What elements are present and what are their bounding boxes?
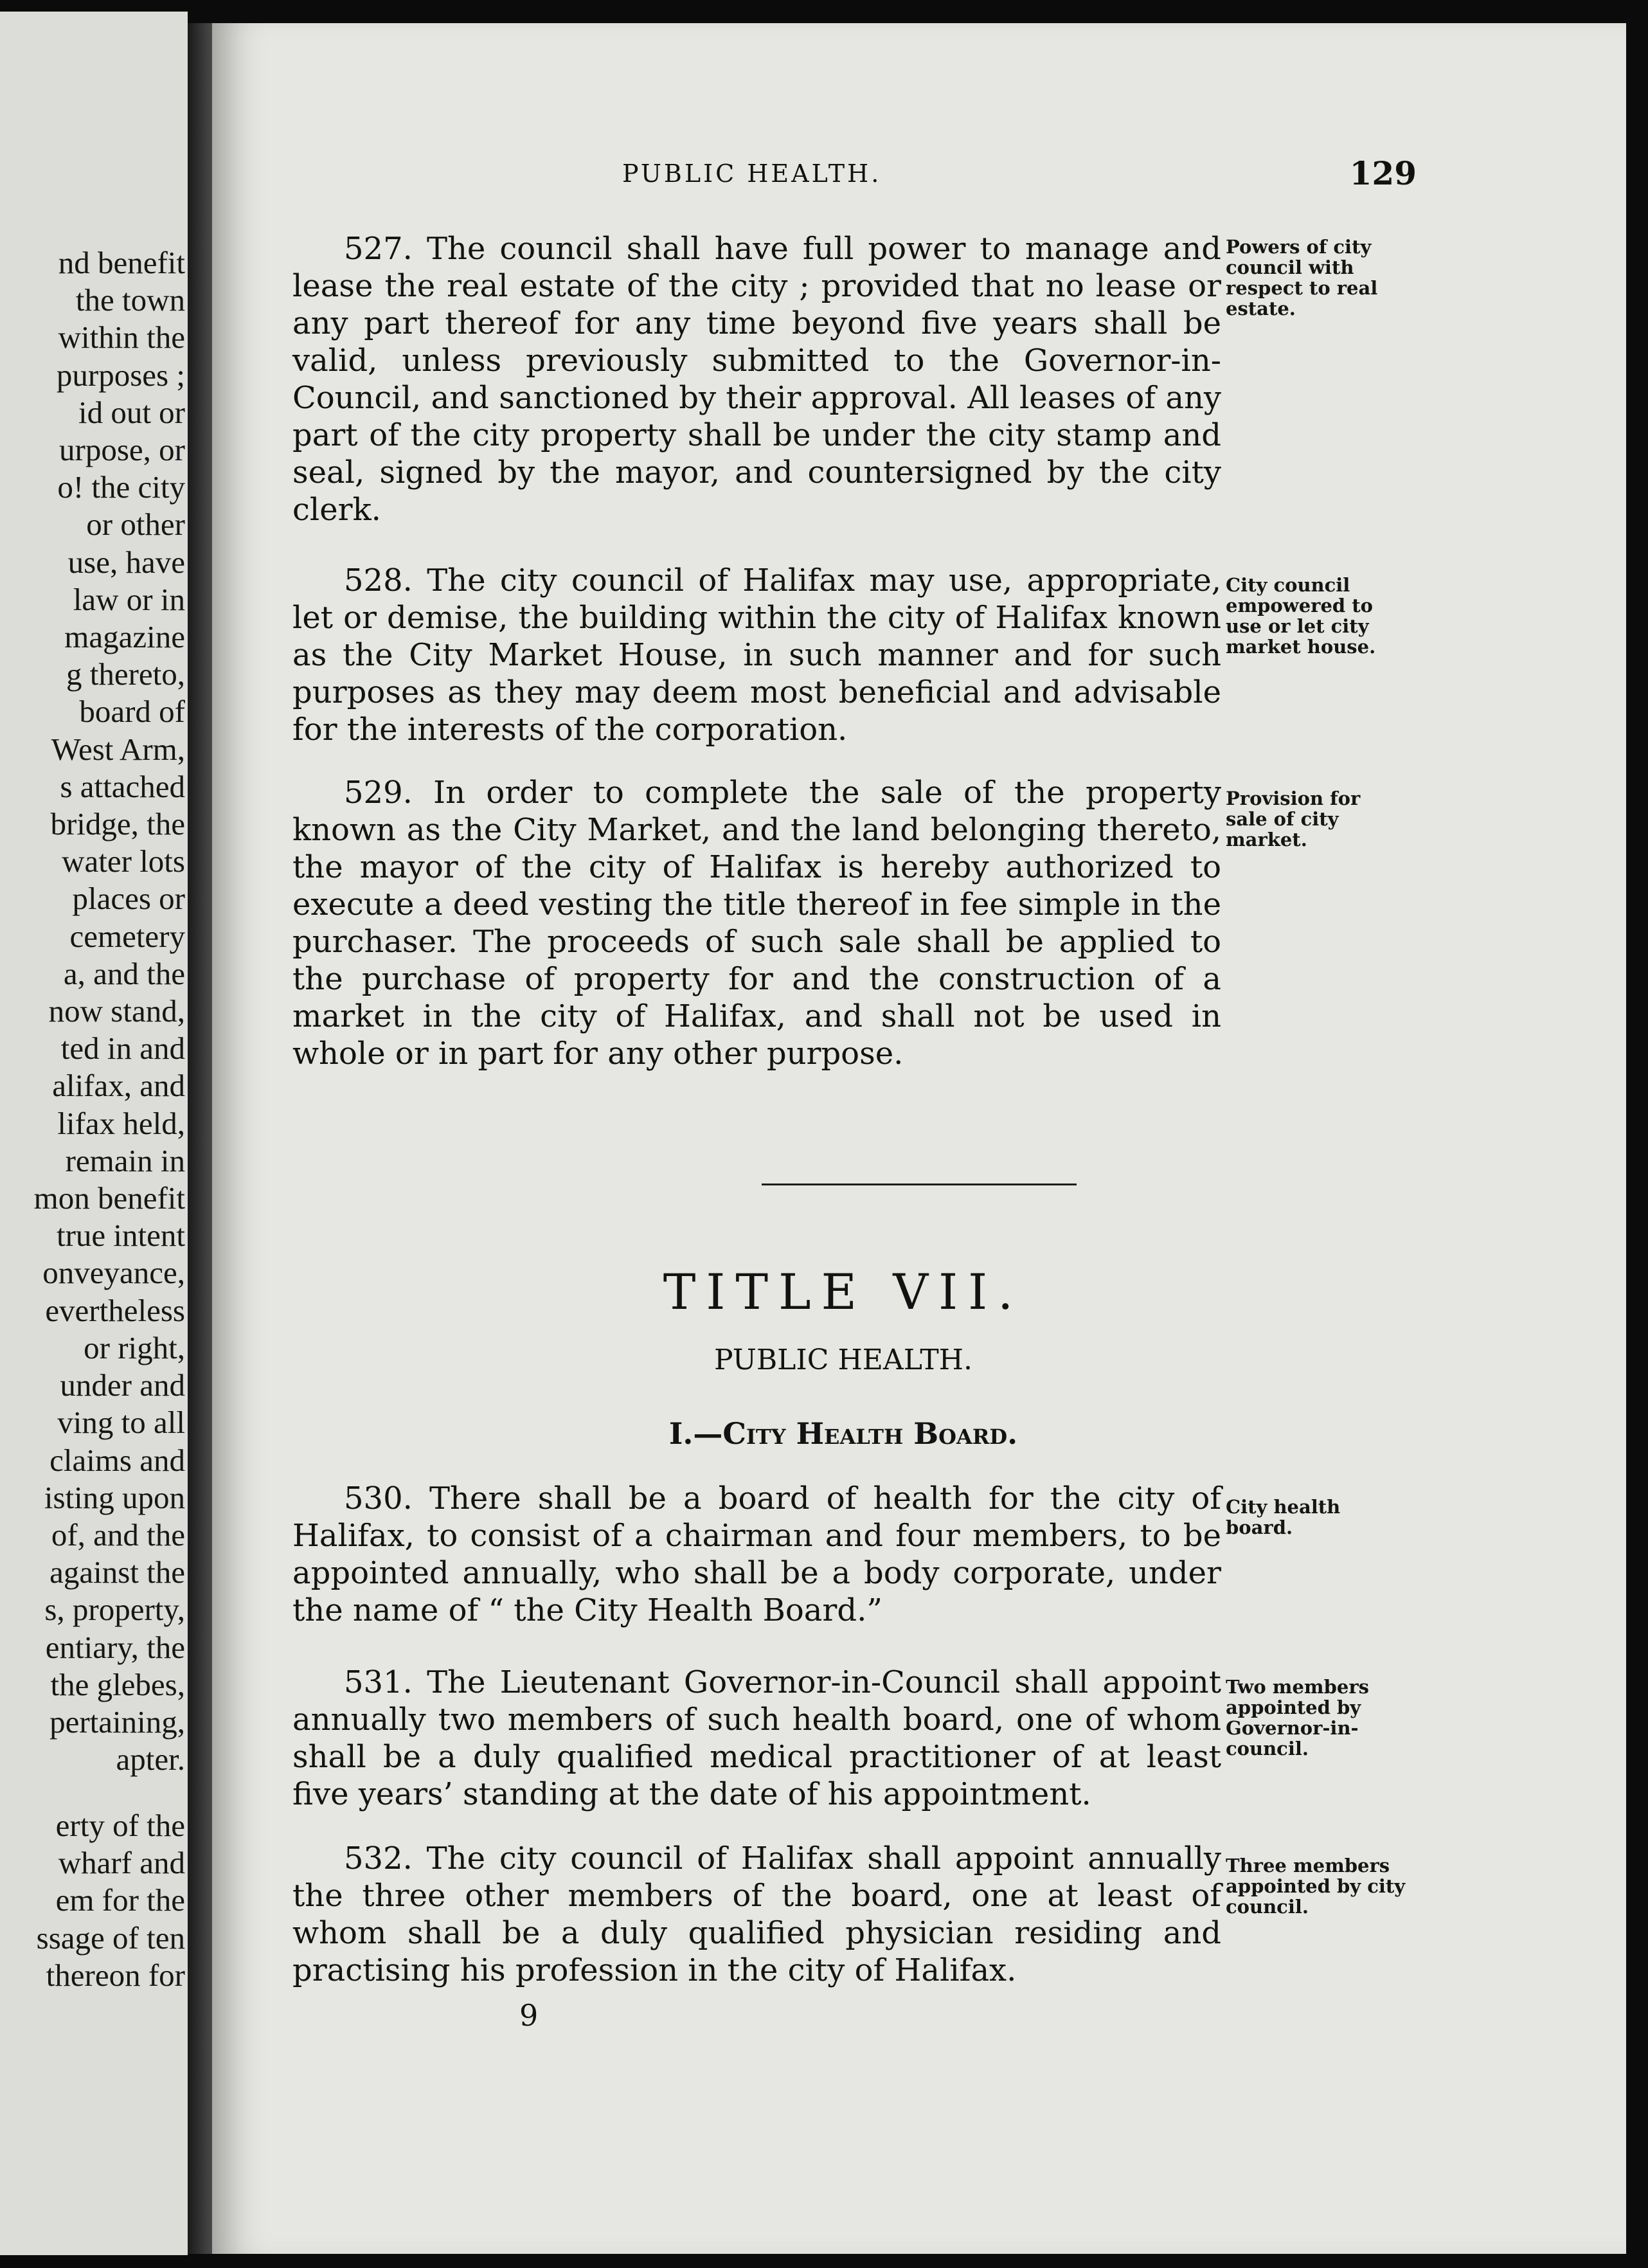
previous-page-line: magazine [64,619,185,655]
previous-page-line: erty of the [55,1808,185,1843]
previous-page-line: law or in [73,581,185,617]
previous-page-line: claims and [49,1442,185,1478]
previous-page-line: entiary, the [45,1629,185,1665]
previous-page-line: now stand, [48,993,185,1029]
section-divider [762,1184,1077,1185]
previous-page-line: id out or [78,394,185,430]
previous-page-line: purposes ; [56,357,185,393]
previous-page-line: board of [79,694,185,730]
previous-page-line: the glebes, [50,1666,185,1702]
previous-page-line: s, property, [44,1592,185,1628]
previous-page-line: mon benefit [33,1180,185,1216]
section-532: 532. The city council of Halifax shall appoint annually the three other members of the board, one at least of whom shall be a duly qualified physician residing and practising his profession in the city of Halifax. [292,1841,1221,1988]
previous-page-line: water lots [62,843,185,879]
previous-page-line: em for the [55,1882,185,1918]
previous-page-line: or other [86,507,185,543]
printer-signature-mark: 9 [519,1998,539,2033]
margin-note-528: City council empowered to use or let city market house. [1226,574,1376,658]
page-number: 129 [1349,154,1417,192]
previous-page-line: West Arm, [51,731,185,767]
title-subheading: PUBLIC HEALTH. [713,1344,973,1376]
margin-note-531: Two members appointed by Governor-in-council. [1226,1676,1369,1760]
previous-page-line: onveyance, [42,1255,185,1291]
previous-page-line: evertheless [45,1292,185,1328]
previous-page-line: under and [60,1367,185,1403]
running-title: PUBLIC HEALTH. [622,159,882,188]
previous-page-line: urpose, or [59,432,185,468]
section-530: 530. There shall be a board of health for the city of Halifax, to consist of a chairman and four members, to be appointed annually, who shall be a body corporate, under the name of “ the City Health Board.” [292,1480,1221,1628]
previous-page-line: a, and the [63,955,185,991]
title-heading: TITLE VII. [663,1263,1024,1320]
previous-page-line: alifax, and [52,1068,185,1104]
section-528: 528. The city council of Halifax may use, appropriate, let or demise, the building within the city of Halifax known as the City Market House, in such manner and for such purposes as they may deem most beneficial and advisable for the interests of the corporation. [292,562,1221,748]
previous-page-fragment [0,12,188,2255]
previous-page-line: of, and the [51,1516,185,1553]
previous-page-line: thereon for [46,1957,185,1993]
previous-page-text-bottom [37,1807,185,1994]
section-heading: I.—City Health Board. [668,1416,1018,1451]
section-531: 531. The Lieutenant Governor-in-Council shall appoint annually two members of such health board, one of whom shall be a duly qualified medical practitioner of at least five years’ standing at the date of his appointment. [292,1664,1221,1812]
previous-page-line: o! the city [57,469,185,505]
previous-page-line: lifax held, [57,1105,185,1141]
section-527: 527. The council shall have full power to manage and lease the real estate of the city ; provided that no lease or any part thereof for any time beyond five years shall be valid, unless previously submitted to the Governor-in-Council, and sanctioned by their approval. All leases of any part of the city property shall be under the city stamp and seal, signed by the mayor, and countersigned by the city clerk. [292,231,1221,528]
previous-page-line: use, have [67,544,185,580]
margin-note-530: City health board. [1226,1496,1341,1538]
previous-page-line: ving to all [57,1405,185,1441]
margin-note-529: Provision for sale of city market. [1226,788,1361,851]
previous-page-line: ted in and [60,1030,185,1066]
previous-page-line: against the [49,1554,185,1590]
previous-page-line: cemetery [69,918,185,954]
previous-page-line: isting upon [44,1479,185,1515]
section-529: 529. In order to complete the sale of the property known as the City Market, and the land belonging thereto, the mayor of the city of Halifax is hereby authorized to execute a deed vesting the title thereof in fee simple in the purchaser. The proceeds of such sale shall be applied to the purchase of property for and the construction of a market in the city of Halifax, and shall not be used in whole or in part for any other purpose. [292,775,1221,1072]
margin-note-527: Powers of city council with respect to real estate. [1226,236,1378,320]
previous-page-line: bridge, the [50,806,185,842]
previous-page-line: apter. [116,1742,185,1778]
previous-page-line: within the [58,320,185,356]
previous-page-line: s attached [60,768,185,804]
previous-page-line: wharf and [58,1845,185,1881]
previous-page-line: nd benefit [58,245,185,280]
previous-page-line: g thereto, [66,656,185,692]
previous-page-line: the town [75,282,185,318]
previous-page-line: remain in [65,1142,185,1178]
previous-page-line: or right, [84,1329,185,1365]
previous-page-line: pertaining, [49,1704,185,1740]
margin-note-532: Three members appointed by city council. [1226,1855,1406,1918]
previous-page-line: true intent [56,1218,185,1254]
previous-page-line: ssage of ten [36,1920,185,1956]
previous-page-text-top [34,244,185,1778]
previous-page-line: places or [72,881,185,917]
